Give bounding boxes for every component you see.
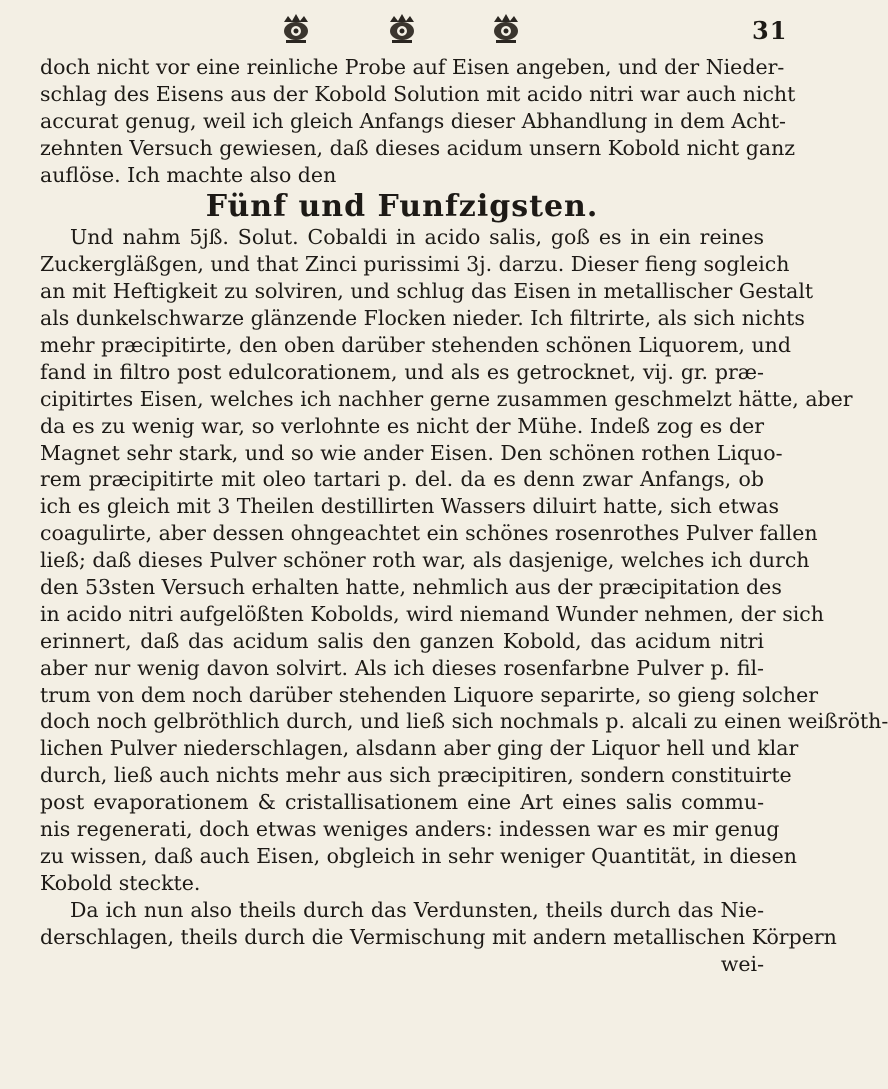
text-line: Und nahm 5jß. Solut. Cobaldi in acido salis, goß es in ein reines: [70, 225, 764, 250]
crowned-rose-ornament-icon: [488, 12, 524, 44]
text-line: accurat genug, weil ich gleich Anfangs dieser Abhandlung in dem Acht-: [40, 108, 786, 133]
text-line: mehr præcipitirte, den oben darüber stehenden schönen Liquorem, und: [40, 333, 791, 358]
text-line: cipitirtes Eisen, welches ich nachher gerne zusammen geschmelzt hätte, aber: [40, 386, 853, 411]
text-line: Zuckergläßgen, und that Zinci purissimi 3j. darzu. Dieser fieng sogleich: [40, 252, 790, 277]
text-line: Kobold steckte.: [40, 870, 201, 895]
text-line: zu wissen, daß auch Eisen, obgleich in sehr weniger Quantität, in diesen: [40, 843, 798, 868]
text-line: doch noch gelbröthlich durch, und ließ sich nochmals p. alcali zu einen weißröth-: [40, 709, 888, 734]
text-line: lichen Pulver niederschlagen, alsdann aber ging der Liquor hell und klar: [40, 736, 799, 761]
text-line: da es zu wenig war, so verlohnte es nicht der Mühe. Indeß zog es der: [40, 413, 764, 438]
text-line: fand in filtro post edulcorationem, und als es getrocknet, vij. gr. præ-: [40, 359, 764, 384]
text-line: aber nur wenig davon solvirt. Als ich dieses rosenfarbne Pulver p. fil-: [40, 655, 764, 680]
text-line: erinnert, daß das acidum salis den ganzen Kobold, das acidum nitri: [40, 628, 764, 653]
crowned-rose-ornament-icon: [384, 12, 420, 44]
text-line: schlag des Eisens aus der Kobold Solution mit acido nitri war auch nicht: [40, 81, 796, 106]
page-number: 31: [752, 16, 788, 45]
text-line: den 53sten Versuch erhalten hatte, nehmlich aus der præcipitation des: [40, 575, 782, 600]
text-line: doch nicht vor eine reinliche Probe auf Eisen angeben, und der Nieder-: [40, 55, 785, 79]
text-line: Magnet sehr stark, und so wie ander Eisen. Den schönen rothen Liquo-: [40, 440, 783, 465]
text-line: an mit Heftigkeit zu solviren, und schlug das Eisen in metallischer Gestalt: [40, 279, 814, 304]
text-line: ließ; daß dieses Pulver schöner roth war, als dasjenige, welches ich durch: [40, 548, 810, 573]
text-line: rem præcipitirte mit oleo tartari p. del. da es denn zwar Anfangs, ob: [40, 467, 764, 492]
text-line: in acido nitri aufgelößten Kobolds, wird niemand Wunder nehmen, der sich: [40, 601, 824, 626]
text-line: ich es gleich mit 3 Theilen destillirten Wassers diluirt hatte, sich etwas: [40, 494, 779, 519]
text-line: trum von dem noch darüber stehenden Liquore separirte, so gieng solcher: [40, 682, 819, 707]
text-line: Da ich nun also theils durch das Verdunsten, theils durch das Nie-: [70, 897, 764, 922]
text-line: als dunkelschwarze glänzende Flocken nieder. Ich filtrirte, als sich nichts: [40, 306, 805, 331]
text-line: durch, ließ auch nichts mehr aus sich præcipitiren, sondern constituirte: [40, 763, 792, 788]
text-line: auflöse. Ich machte also den: [40, 162, 337, 187]
page-header: [0, 8, 800, 48]
text-line: nis regenerati, doch etwas weniges anders: indessen war es mir genug: [40, 817, 780, 842]
section-heading: Fünf und Funfzigsten.: [205, 189, 599, 225]
text-line: post evaporationem & cristallisationem eine Art eines salis commu-: [40, 790, 764, 815]
body-text: [40, 54, 888, 977]
text-line: zehnten Versuch gewiesen, daß dieses acidum unsern Kobold nicht ganz: [40, 135, 796, 160]
text-line: coagulirte, aber dessen ohngeachtet ein schönes rosenrothes Pulver fallen: [40, 521, 818, 546]
crowned-rose-ornament-icon: [278, 12, 314, 44]
catchword: wei-: [720, 951, 764, 976]
text-line: derschlagen, theils durch die Vermischung mit andern metallischen Körpern: [40, 924, 837, 949]
